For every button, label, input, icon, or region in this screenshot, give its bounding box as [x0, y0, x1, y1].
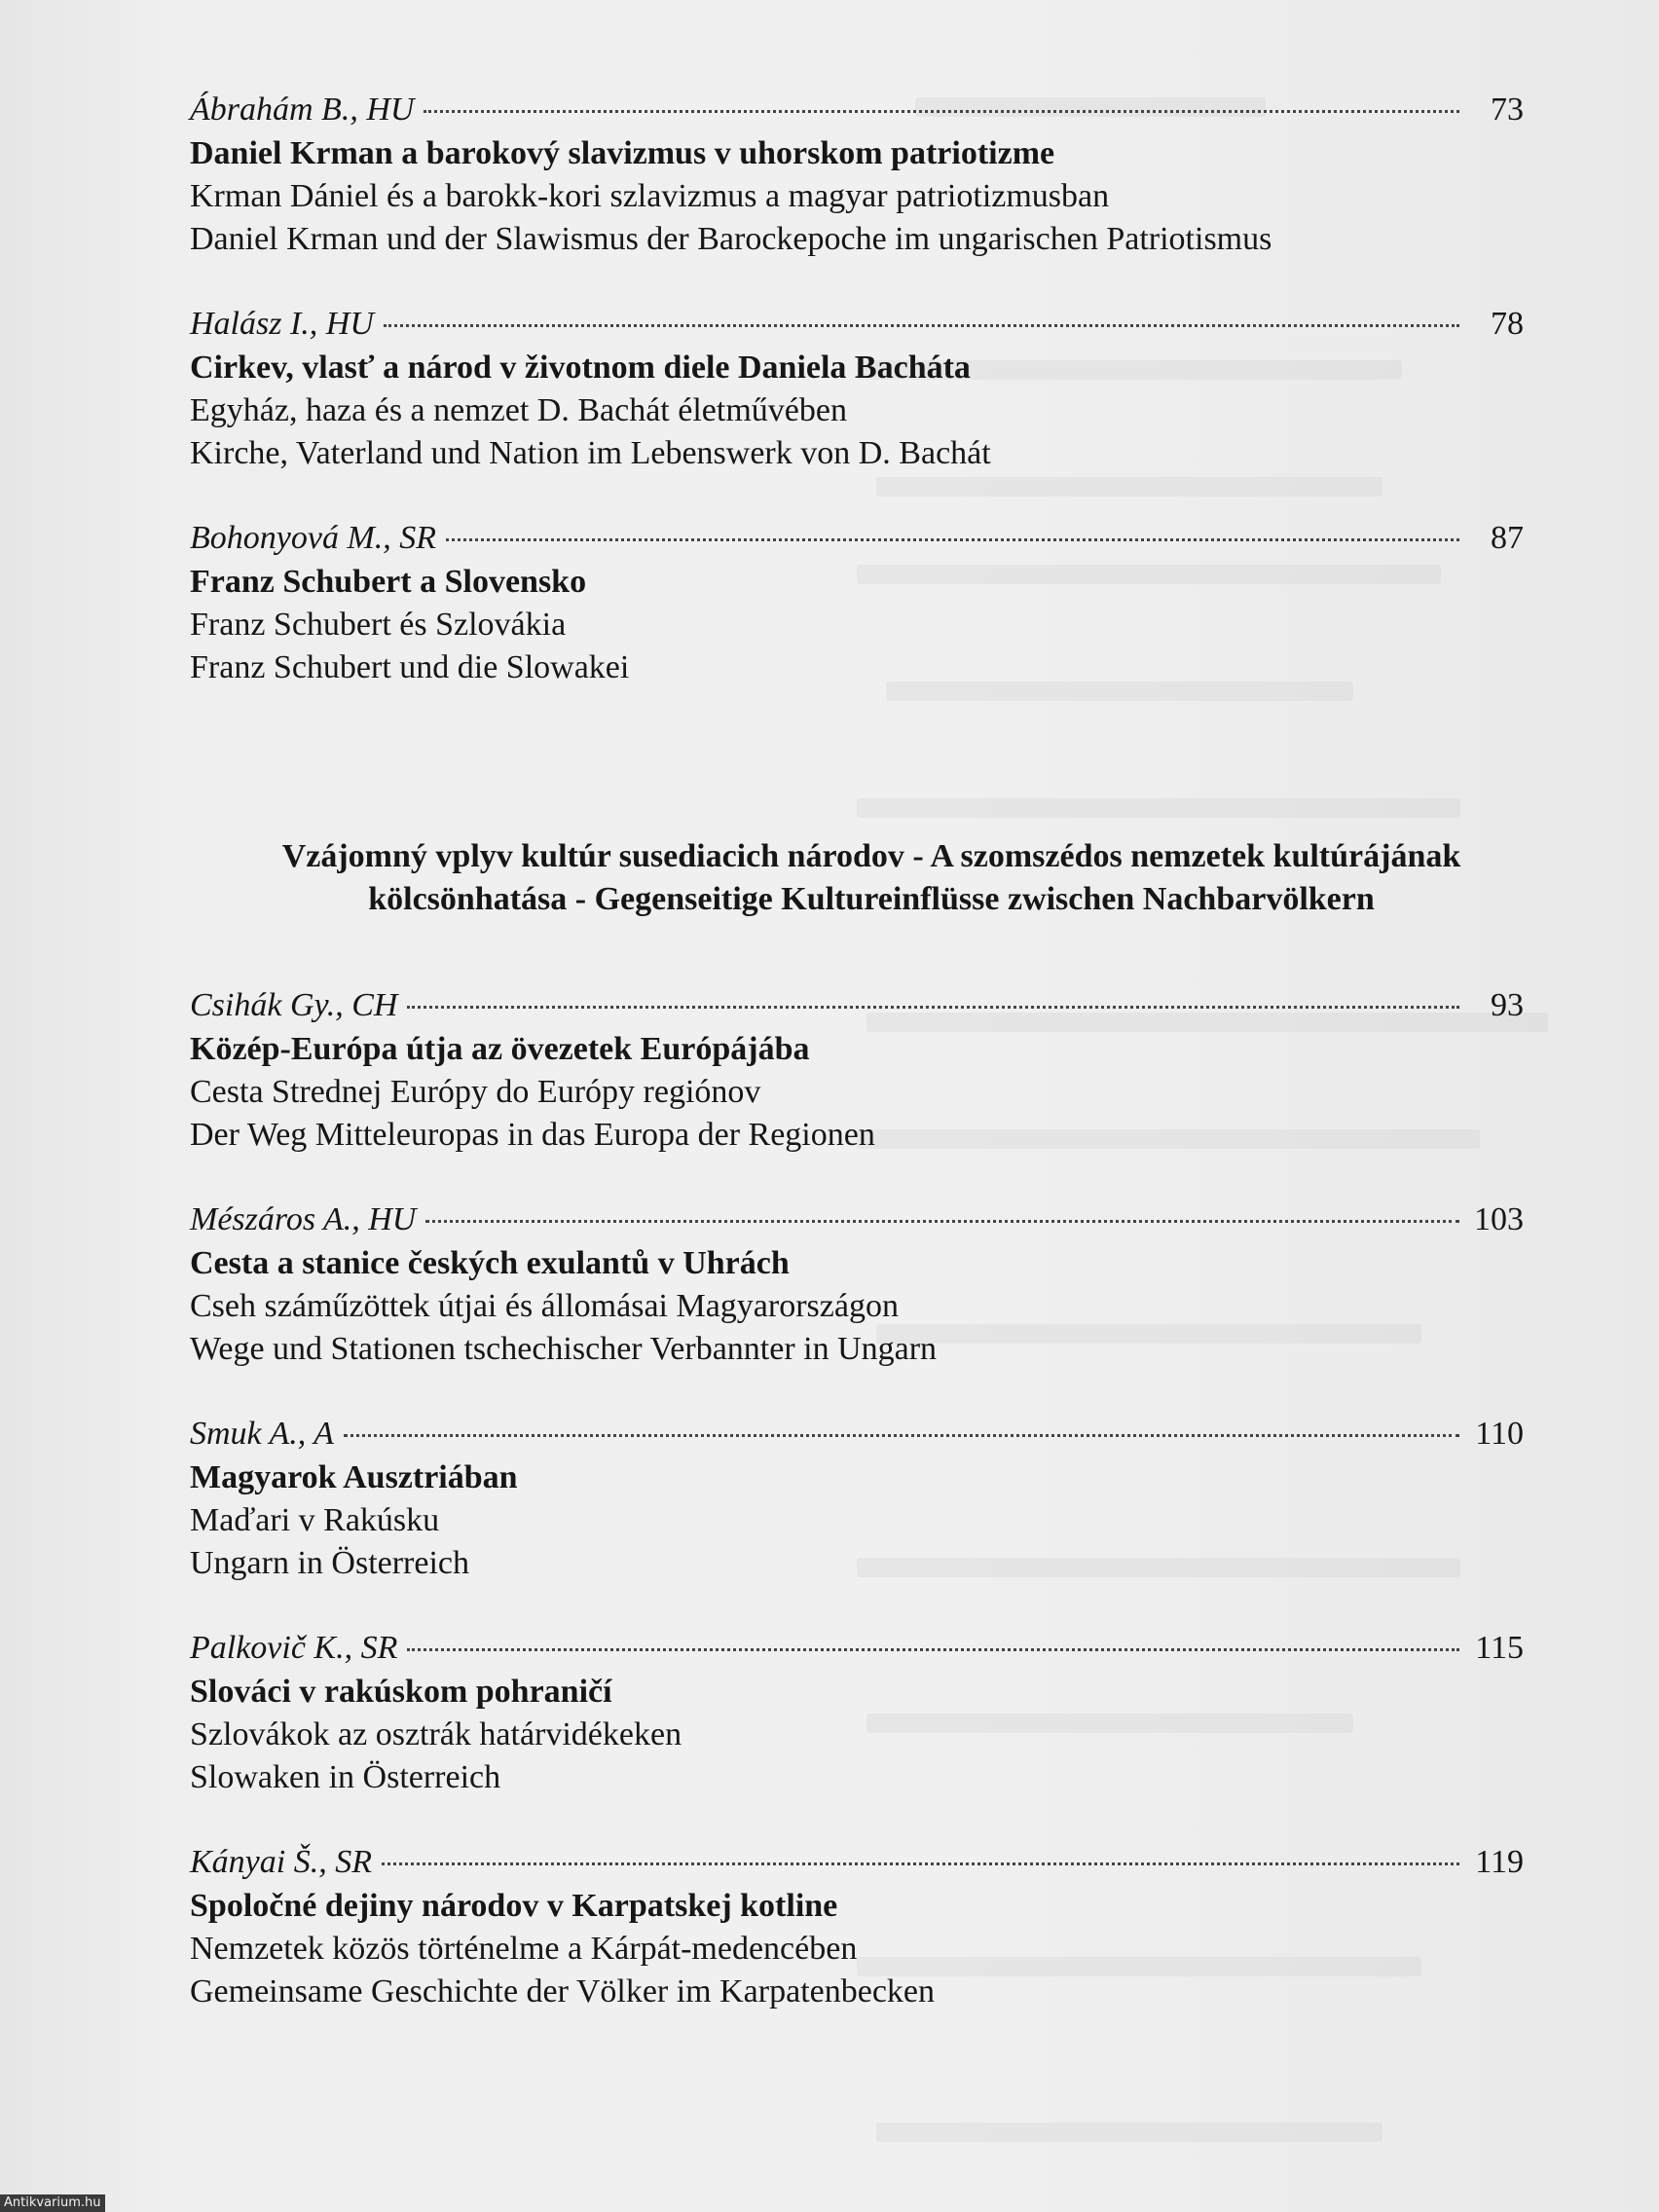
entry-translation: Franz Schubert és Szlovákia [190, 607, 567, 643]
entry-author: Ábrahám B., HU [190, 92, 415, 128]
dot-leader [407, 1648, 1459, 1651]
entry-translation: Maďari v Rakúsku [190, 1502, 440, 1538]
entry-author: Smuk A., A [190, 1416, 334, 1452]
entry-author-line [190, 302, 1524, 347]
entry-title: Cirkev, vlasť a národ v životnom diele Daniela Bacháta [190, 350, 971, 386]
entry-translation: Ungarn in Österreich [190, 1545, 470, 1581]
entry-title: Daniel Krman a barokový slavizmus v uhorskom patriotizme [190, 135, 1055, 171]
entry-author: Halász I., HU [190, 306, 374, 342]
entry-translation: Cesta Strednej Európy do Európy regiónov [190, 1074, 761, 1110]
entry-translation: Szlovákok az osztrák határvidékeken [190, 1716, 682, 1752]
entry-title: Magyarok Ausztriában [190, 1459, 518, 1495]
section-heading-line: kölcsönhatása - Gegenseitige Kultureinflüsse zwischen Nachbarvölkern [368, 881, 1375, 917]
entry-author-line [190, 983, 1524, 1028]
entry-title: Közép-Európa útja az övezetek Európájába [190, 1031, 810, 1067]
toc-entry [190, 1840, 1524, 2013]
entry-author: Csihák Gy., CH [190, 987, 398, 1023]
toc-entry [190, 1198, 1524, 1371]
entry-author-line [190, 1412, 1524, 1456]
dot-leader [344, 1434, 1459, 1437]
entry-translation: Egyház, haza és a nemzet D. Bachát életművében [190, 392, 847, 428]
entry-translation: Gemeinsame Geschichte der Völker im Karpatenbecken [190, 1973, 935, 2009]
entry-author-line [190, 88, 1524, 132]
entry-author-line [190, 1198, 1524, 1242]
watermark-label: Antikvarium.hu [0, 2194, 105, 2212]
dot-leader [424, 110, 1459, 113]
entry-author: Palkovič K., SR [190, 1630, 398, 1666]
dot-leader [446, 538, 1459, 541]
entry-author-line [190, 1840, 1524, 1885]
dot-leader [382, 1862, 1459, 1865]
entry-title: Spoločné dejiny národov v Karpatskej kotline [190, 1888, 838, 1924]
toc-entry [190, 88, 1524, 261]
entry-translation: Nemzetek közös történelme a Kárpát-medencében [190, 1931, 858, 1967]
entry-author: Kányai Š., SR [190, 1844, 372, 1880]
dot-leader [425, 1220, 1459, 1223]
entry-translation: Cseh száműzöttek útjai és állomásai Magyarországon [190, 1288, 899, 1324]
table-of-contents [190, 88, 1524, 2013]
entry-translation: Slowaken in Österreich [190, 1759, 501, 1795]
entry-page-number: 115 [1475, 1630, 1524, 1666]
entry-page-number: 93 [1491, 987, 1524, 1023]
entry-translation: Wege und Stationen tschechischer Verbannter in Ungarn [190, 1331, 938, 1367]
section-heading-line: Vzájomný vplyv kultúr susediacich národov - A szomszédos nemzetek kultúrájának [281, 838, 1461, 874]
toc-entry [190, 302, 1524, 475]
entry-page-number: 110 [1475, 1416, 1524, 1452]
entry-translation: Krman Dániel és a barokk-kori szlavizmus a magyar patriotizmusban [190, 178, 1110, 214]
entry-author-line [190, 1626, 1524, 1671]
entry-author: Bohonyová M., SR [190, 520, 437, 556]
dot-leader [384, 324, 1459, 327]
entry-page-number: 119 [1475, 1844, 1524, 1880]
toc-entry [190, 1412, 1524, 1585]
toc-entry [190, 516, 1524, 689]
entry-title: Slováci v rakúskom pohraničí [190, 1674, 612, 1710]
entry-translation: Franz Schubert und die Slowakei [190, 649, 630, 685]
entry-author: Mészáros A., HU [190, 1201, 417, 1237]
entry-translation: Daniel Krman und der Slawismus der Barockepoche im ungarischen Patriotismus [190, 221, 1272, 257]
toc-entry [190, 1626, 1524, 1799]
entry-title: Cesta a stanice českých exulantů v Uhrách [190, 1245, 790, 1281]
entry-title: Franz Schubert a Slovensko [190, 564, 587, 600]
entry-translation: Kirche, Vaterland und Nation im Lebenswerk von D. Bachát [190, 435, 991, 471]
entry-page-number: 78 [1491, 306, 1524, 342]
toc-entry [190, 983, 1524, 1157]
entry-author-line [190, 516, 1524, 561]
entry-translation: Der Weg Mitteleuropas in das Europa der Regionen [190, 1117, 875, 1153]
dot-leader [407, 1006, 1459, 1009]
entry-page-number: 103 [1474, 1201, 1524, 1237]
entry-page-number: 73 [1491, 92, 1524, 128]
section-heading [185, 835, 1558, 921]
entry-page-number: 87 [1491, 520, 1524, 556]
